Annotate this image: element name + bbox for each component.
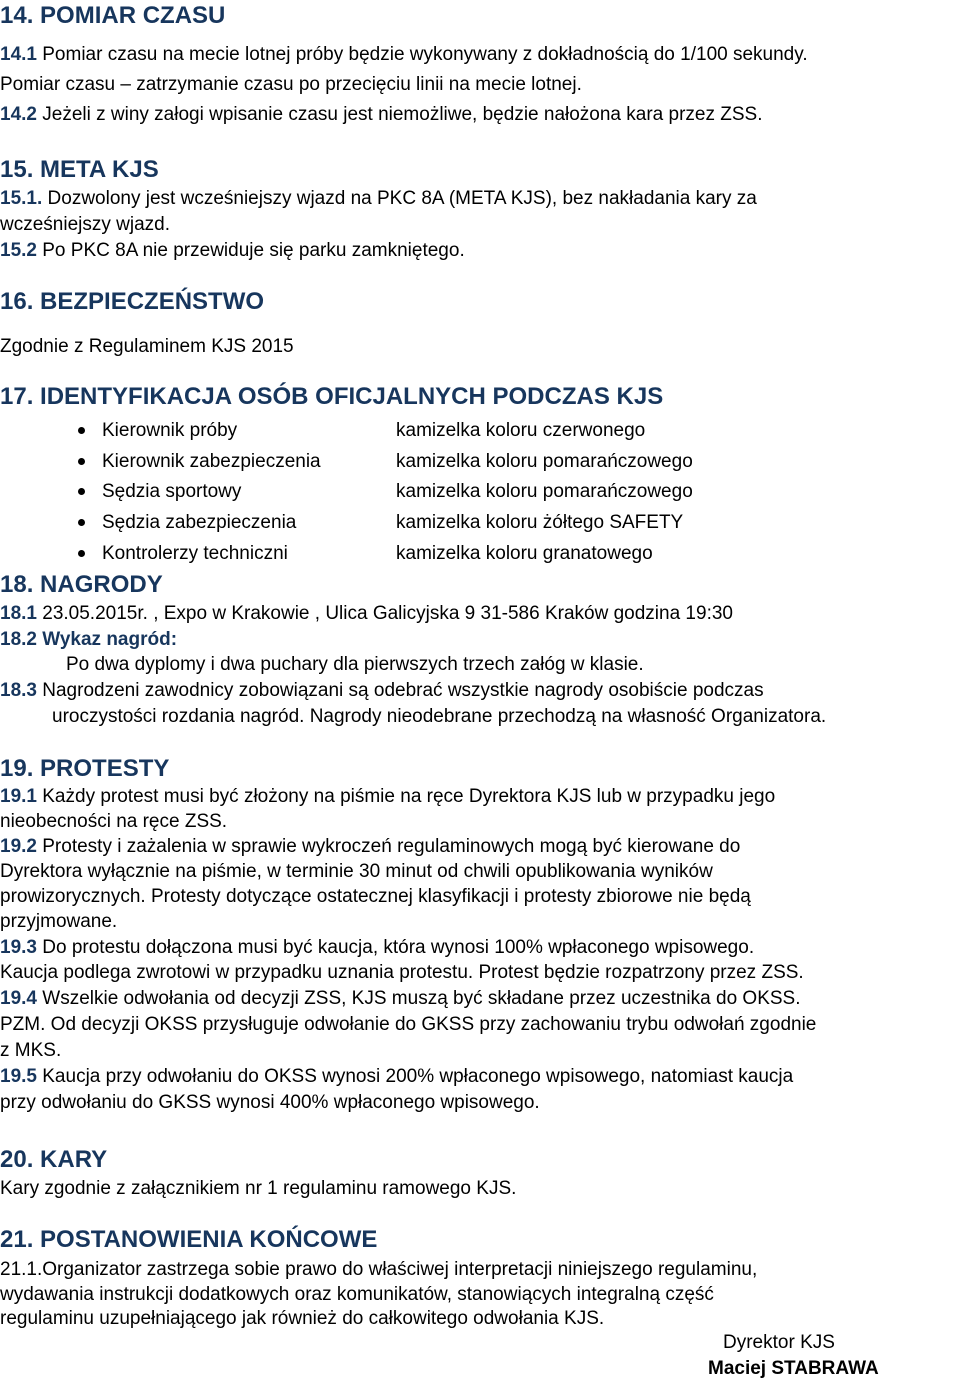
paragraph-text: Do protestu dołączona musi być kaucja, która wynosi 100% wpłaconego wpisowego.: [36, 937, 755, 958]
section-21-heading: 21. POSTANOWIENIA KOŃCOWE: [0, 1226, 378, 1253]
paragraph-number: 19.4: [0, 988, 37, 1009]
section-19-2-line4: przyjmowane.: [0, 911, 118, 932]
section-19-3-line2: Kaucja podlega zwrotowi w przypadku uznania protestu. Protest będzie rozpatrzony przez ZSS.: [0, 962, 804, 983]
section-19-1-line2: nieobecności na ręce ZSS.: [0, 811, 228, 832]
section-19-4-line2: PZM. Od decyzji OKSS przysługuje odwołanie do GKSS przy zachowaniu trybu odwołań zgodnie: [0, 1014, 817, 1035]
official-vest: kamizelka koloru granatowego: [396, 543, 653, 564]
section-19-4-line3: z MKS.: [0, 1040, 62, 1061]
section-18-3: [0, 680, 764, 702]
section-19-2-line3: prowizorycznych. Protesty dotyczące ostatecznej klasyfikacji i protesty zbiorowe nie będą: [0, 886, 751, 907]
section-14-1: [0, 44, 808, 66]
official-vest: kamizelka koloru żółtego SAFETY: [396, 512, 684, 533]
paragraph-number: 19.2: [0, 836, 37, 857]
section-21-line2: wydawania instrukcji dodatkowych oraz komunikatów, stanowiących integralną część: [0, 1284, 714, 1305]
paragraph-text: Pomiar czasu na mecie lotnej próby będzie wykonywany z dokładnością do 1/100 sekundy.: [36, 44, 808, 65]
paragraph-text: Kaucja przy odwołaniu do OKSS wynosi 200% wpłaconego wpisowego, natomiast kaucja: [36, 1066, 794, 1087]
section-19-5-line2: przy odwołaniu do GKSS wynosi 400% wpłaconego wpisowego.: [0, 1092, 540, 1113]
section-14-2: [0, 104, 763, 126]
official-vest: kamizelka koloru czerwonego: [396, 420, 646, 441]
bullet-icon: [78, 427, 85, 434]
section-19-5: [0, 1066, 793, 1088]
section-18-2-text: Po dwa dyplomy i dwa puchary dla pierwszych trzech załóg w klasie.: [66, 654, 644, 675]
official-role: Kierownik próby: [102, 420, 238, 441]
section-19-4: [0, 988, 801, 1010]
paragraph-number: 14.1: [0, 44, 37, 65]
paragraph-number: 19.5: [0, 1066, 37, 1087]
section-19-heading: 19. PROTESTY: [0, 755, 170, 782]
section-15-1: [0, 188, 757, 210]
paragraph-number: 19.1: [0, 786, 37, 807]
section-14-1-line2: Pomiar czasu – zatrzymanie czasu po przecięciu linii na mecie lotnej.: [0, 74, 582, 95]
section-16-heading: 16. BEZPIECZEŃSTWO: [0, 288, 265, 315]
section-18-1: [0, 603, 733, 625]
section-21-line1: 21.1.Organizator zastrzega sobie prawo do właściwej interpretacji niniejszego regulaminu,: [0, 1259, 758, 1280]
signature-role: Dyrektor KJS: [723, 1332, 835, 1353]
bullet-icon: [78, 488, 85, 495]
section-18-heading: 18. NAGRODY: [0, 571, 163, 598]
section-18-3-line2: uroczystości rozdania nagród. Nagrody nieodebrane przechodzą na własność Organizatora.: [52, 706, 827, 727]
paragraph-number: 15.2: [0, 240, 37, 261]
official-role: Kontrolerzy techniczni: [102, 543, 288, 564]
bullet-icon: [78, 519, 85, 526]
section-16-text: Zgodnie z Regulaminem KJS 2015: [0, 336, 294, 357]
section-15-2: [0, 240, 465, 262]
section-15-1-line2: wcześniejszy wjazd.: [0, 214, 170, 235]
section-14-heading: 14. POMIAR CZASU: [0, 2, 226, 29]
official-role: Sędzia sportowy: [102, 481, 242, 502]
paragraph-number: 15.1.: [0, 188, 43, 209]
paragraph-text: Każdy protest musi być złożony na piśmie na ręce Dyrektora KJS lub w przypadku jego: [36, 786, 776, 807]
bullet-icon: [78, 550, 85, 557]
section-18-2-label: 18.2 Wykaz nagród:: [0, 629, 178, 650]
paragraph-text: Dozwolony jest wcześniejszy wjazd na PKC 8A (META KJS), bez nakładania kary za: [42, 188, 757, 209]
paragraph-number: 18.3: [0, 680, 37, 701]
bullet-icon: [78, 458, 85, 465]
section-21-line3: regulaminu uzupełniającego jak również do całkowitego odwołania KJS.: [0, 1308, 605, 1329]
section-20-text: Kary zgodnie z załącznikiem nr 1 regulaminu ramowego KJS.: [0, 1178, 517, 1199]
official-role: Sędzia zabezpieczenia: [102, 512, 297, 533]
section-19-3: [0, 937, 754, 959]
section-19-2-line2: Dyrektora wyłącznie na piśmie, w terminie 30 minut od chwili opublikowania wyników: [0, 861, 713, 882]
paragraph-text: Po PKC 8A nie przewiduje się parku zamkniętego.: [36, 240, 465, 261]
paragraph-number: 18.1: [0, 603, 37, 624]
signature-name: Maciej STABRAWA: [708, 1358, 879, 1379]
paragraph-text: 23.05.2015r. , Expo w Krakowie , Ulica Galicyjska 9 31-586 Kraków godzina 19:30: [36, 603, 733, 624]
paragraph-text: Protesty i zażalenia w sprawie wykroczeń regulaminowych mogą być kierowane do: [36, 836, 741, 857]
official-vest: kamizelka koloru pomarańczowego: [396, 481, 693, 502]
paragraph-text: Nagrodzeni zawodnicy zobowiązani są odebrać wszystkie nagrody osobiście podczas: [36, 680, 764, 701]
paragraph-text: Wszelkie odwołania od decyzji ZSS, KJS muszą być składane przez uczestnika do OKSS.: [36, 988, 801, 1009]
section-15-heading: 15. META KJS: [0, 156, 159, 183]
section-20-heading: 20. KARY: [0, 1146, 108, 1173]
official-vest: kamizelka koloru pomarańczowego: [396, 451, 693, 472]
official-role: Kierownik zabezpieczenia: [102, 451, 321, 472]
section-19-1: [0, 786, 775, 808]
paragraph-number: 19.3: [0, 937, 37, 958]
paragraph-number: 14.2: [0, 104, 37, 125]
paragraph-text: Jeżeli z winy załogi wpisanie czasu jest niemożliwe, będzie nałożona kara przez ZSS.: [36, 104, 763, 125]
section-17-heading: 17. IDENTYFIKACJA OSÓB OFICJALNYCH PODCZAS KJS: [0, 383, 664, 410]
section-19-2: [0, 836, 740, 858]
